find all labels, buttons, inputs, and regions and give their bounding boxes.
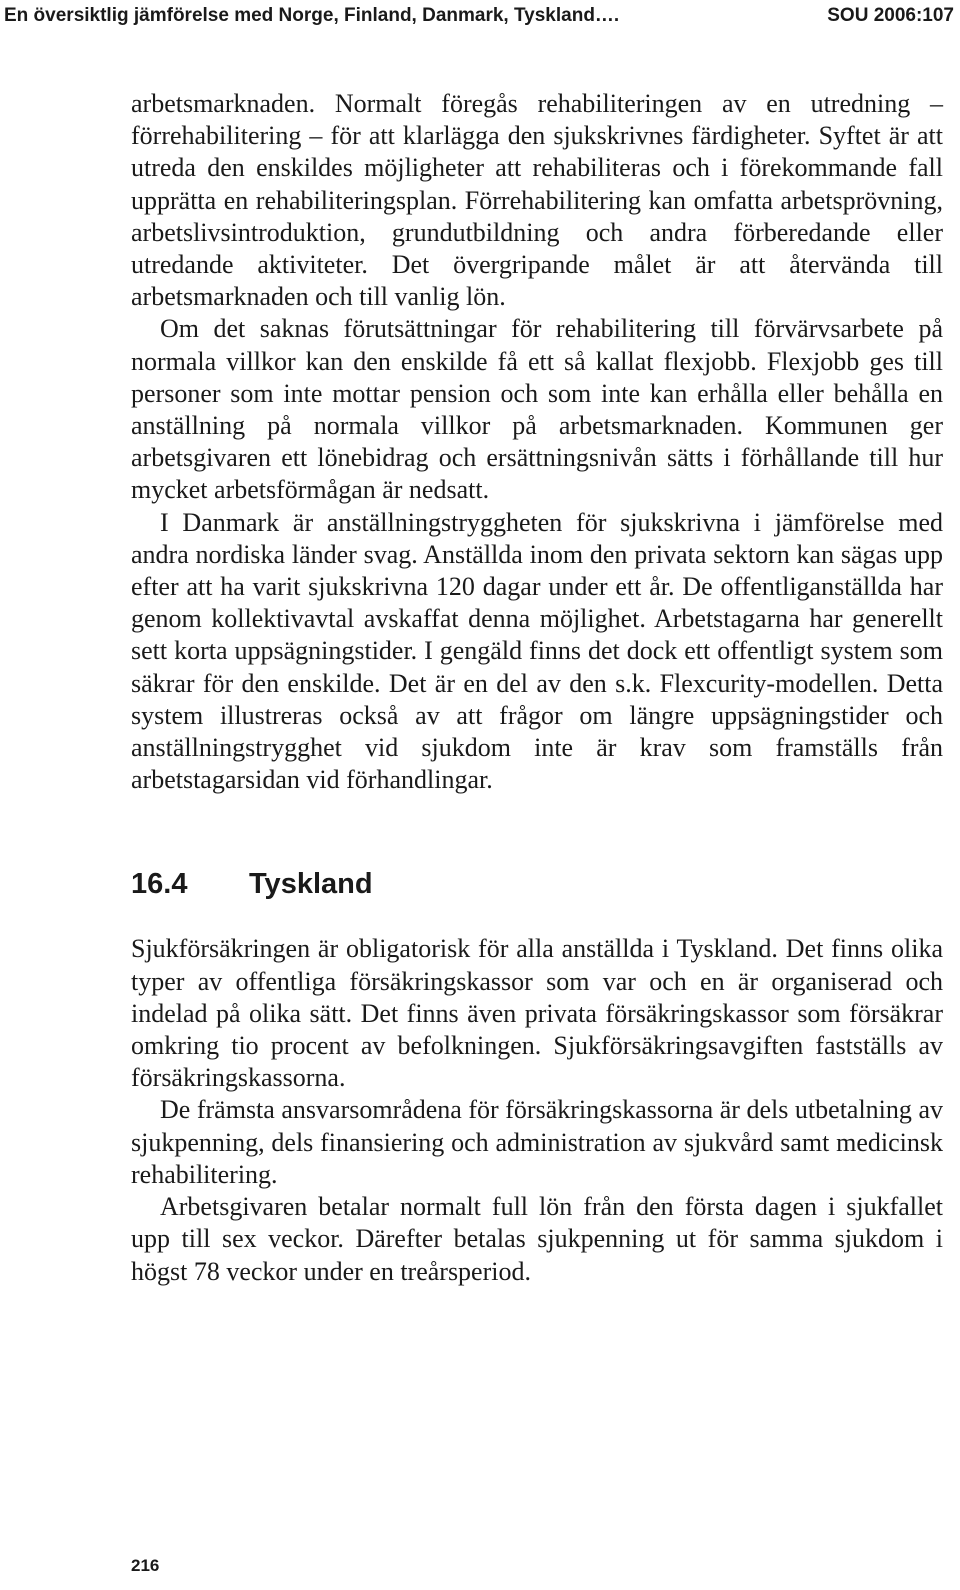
header-title: En översiktlig jämförelse med Norge, Finland, Danmark, Tyskland…. — [4, 5, 620, 26]
paragraph-arbetsgivaren: Arbetsgivaren betalar normalt full lön från den första dagen i sjukfallet upp till sex veckor. Därefter betalas sjukpenning ut för samma sjukdom i högst 78 veckor under en treårsperiod. — [131, 1192, 943, 1286]
page-number: 216 — [131, 1556, 160, 1575]
running-header — [0, 0, 960, 36]
section-heading — [131, 865, 943, 903]
section-title: Tyskland — [249, 868, 373, 901]
paragraph-danmark: I Danmark är anställningstryggheten för sjukskrivna i jämförelse med andra nordiska länder svag. Anställda inom den privata sektorn kan sägas upp efter att ha varit sjukskrivna 120 dagar under ett år. De offentliganställda har genom kollektivavtal avskaffat denna möjlighet. Arbetstagarna har generellt sett korta uppsägningstider. I gengäld finns det dock ett offentligt system som säkrar för den enskilde. Det är en del av den s.k. Flexcurity-modellen. Detta system illustreras också av att frågor om längre uppsägningstider och anställningstrygghet vid sjukdom inte är krav som framställs från arbetstagarsidan vid förhandlingar. — [131, 507, 943, 795]
paragraph-flexjobb: Om det saknas förutsättningar för rehabilitering till förvärvsarbete på normala villkor kan den enskilde få ett så kallat flexjobb. Flexjobb ges till personer som inte mottar pension och som inte kan erhålla eller behålla en anställning på normala villkor på arbetsmarknaden. Kommunen ger arbetsgivaren ett lönebidrag och ersättningsnivån sätts i förhållande till hur mycket arbetsförmågan är nedsatt. — [131, 314, 943, 505]
paragraph-continued: arbetsmarknaden. Normalt föregås rehabiliteringen av en utredning – förrehabilitering – för att klarlägga den sjukskrivnes färdigheter. Syftet är att utreda den enskildes möjligheter att rehabiliteras och i förekommande fall upprätta en rehabiliteringsplan. Förrehabilitering kan omfatta arbetsprövning, arbetslivsintroduktion, grundutbildning och andra förberedande eller utredande aktiviteter. Det övergripande målet är att återvända till arbetsmarknaden och till vanlig lön. — [131, 89, 943, 312]
paragraph-ansvarsomraden: De främsta ansvarsområdena för försäkringskassorna är dels utbetalning av sjukpenning, dels finansiering och administration av sjukvård samt medicinsk rehabilitering. — [131, 1095, 943, 1189]
header-report-number: SOU 2006:107 — [827, 5, 954, 26]
section-number: 16.4 — [131, 868, 188, 901]
page-content — [131, 88, 943, 1288]
paragraph-sjukforsakring: Sjukförsäkringen är obligatorisk för alla anställda i Tyskland. Det finns olika typer av offentliga försäkringskassor som var och en är organiserad och indelad på olika sätt. Det finns även privata försäkringskassor som försäkrar omkring tio procent av befolkningen. Sjukförsäkringsavgiften fastställs av försäkringskassorna. — [131, 934, 943, 1093]
